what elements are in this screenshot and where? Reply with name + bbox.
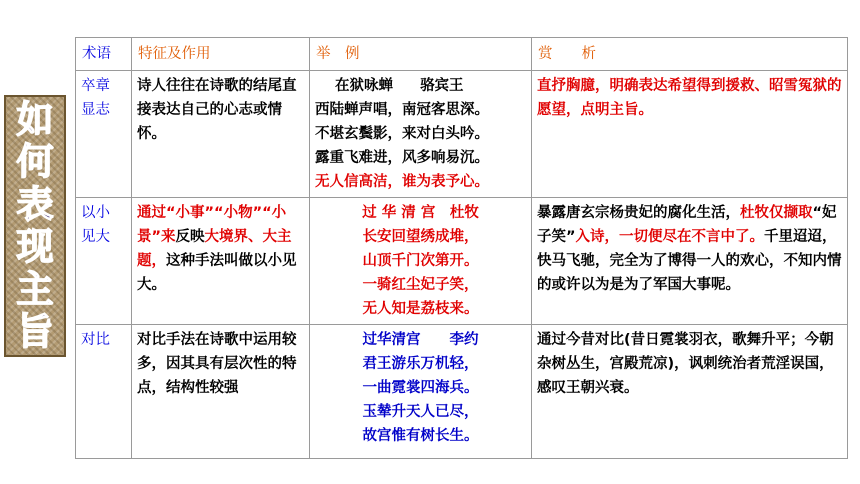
appreciation-text: 千里迢迢，快马飞驰，完全为了博得一人的欢心，不知内情的或许以为是为了军国大事呢。 <box>537 229 842 293</box>
feature-text: 反映 <box>175 229 205 245</box>
feature-cell: 诗人往往在诗歌的结尾直接表达自己的心志或情怀。 <box>132 71 310 198</box>
poem-line: 玉辇升天人已尽， <box>362 404 479 420</box>
side-title-char: 何 <box>16 140 54 184</box>
appreciation-cell: 通过今昔对比(昔日霓裳羽衣，歌舞升平；今朝杂树丛生，宫殿荒凉)，讽刺统治者荒淫误国，感叹王朝兴衰。 <box>532 325 848 459</box>
term-cell: 对比 <box>76 325 132 459</box>
feature-text-red: 通过“小事”“小物”“小景” <box>137 205 287 245</box>
poem-title: 在狱咏蝉 <box>335 78 393 94</box>
appreciation-text-red: 杜牧仅撷取 <box>740 205 813 221</box>
poem-line: 西陆蝉声唱，南冠客思深。 <box>315 102 489 118</box>
side-title-panel <box>4 95 66 357</box>
feature-text-red: 来 <box>161 229 176 245</box>
poem-line: 露重飞难进，风多响易沉。 <box>315 150 489 166</box>
term-cell <box>76 198 132 325</box>
example-cell <box>310 198 532 325</box>
table-row <box>76 198 848 325</box>
table-row <box>76 71 848 198</box>
poem-line: 长安回望绣成堆， <box>362 229 479 245</box>
side-title-char: 如 <box>16 97 54 141</box>
side-title-char: 现 <box>16 225 54 269</box>
poem-heading <box>315 74 526 98</box>
term-text: 见大 <box>81 229 110 245</box>
appreciation-text-red: 入诗，一切便尽在不言中了。 <box>575 229 765 245</box>
appreciation-cell <box>532 198 848 325</box>
table-row <box>76 325 848 459</box>
poem-line: 一曲霓裳四海兵。 <box>362 380 479 396</box>
poem-line: 君王游乐万机轻， <box>362 356 479 372</box>
feature-cell: 对比手法在诗歌中运用较多，因其具有层次性的特点，结构性较强 <box>132 325 310 459</box>
side-title-char: 旨 <box>16 310 54 354</box>
term-cell <box>76 71 132 198</box>
header-term: 术语 <box>76 38 132 71</box>
appreciation-text: “妃子笑” <box>537 205 837 245</box>
techniques-table <box>75 37 848 459</box>
poem-line-highlight: 无人信高洁，谁为表予心。 <box>315 174 489 190</box>
poem-line: 无人知是荔枝来。 <box>362 301 479 317</box>
appreciation-cell: 直抒胸臆，明确表达希望得到援救、昭雪冤狱的愿望，点明主旨。 <box>532 71 848 198</box>
feature-text-red: 大境界、大主题， <box>137 229 292 269</box>
header-feature: 特征及作用 <box>132 38 310 71</box>
side-title-char: 主 <box>16 267 54 311</box>
poem-line: 山顶千门次第开。 <box>362 253 479 269</box>
table-header-row <box>76 38 848 71</box>
poem-line: 不堪玄鬓影，来对白头吟。 <box>315 126 489 142</box>
side-title-char: 表 <box>16 182 54 226</box>
example-cell <box>310 71 532 198</box>
example-cell <box>310 325 532 459</box>
term-text: 显志 <box>81 102 110 118</box>
poem-title: 过 华 清 宫 杜牧 <box>362 205 479 221</box>
term-text: 卒章 <box>81 78 110 94</box>
term-text: 以小 <box>81 205 110 221</box>
appreciation-text: 暴露唐玄宗杨贵妃的腐化生活， <box>537 205 740 221</box>
header-example: 举 例 <box>310 38 532 71</box>
poem-title: 过华清宫 李约 <box>362 332 479 348</box>
poem-author: 骆宾王 <box>420 78 464 94</box>
feature-cell <box>132 198 310 325</box>
feature-text: 这种手法叫做以小见大。 <box>137 253 297 293</box>
poem-line: 一骑红尘妃子笑， <box>362 277 479 293</box>
header-appreciation: 赏 析 <box>532 38 848 71</box>
poem-line: 故宫惟有树长生。 <box>362 428 479 444</box>
